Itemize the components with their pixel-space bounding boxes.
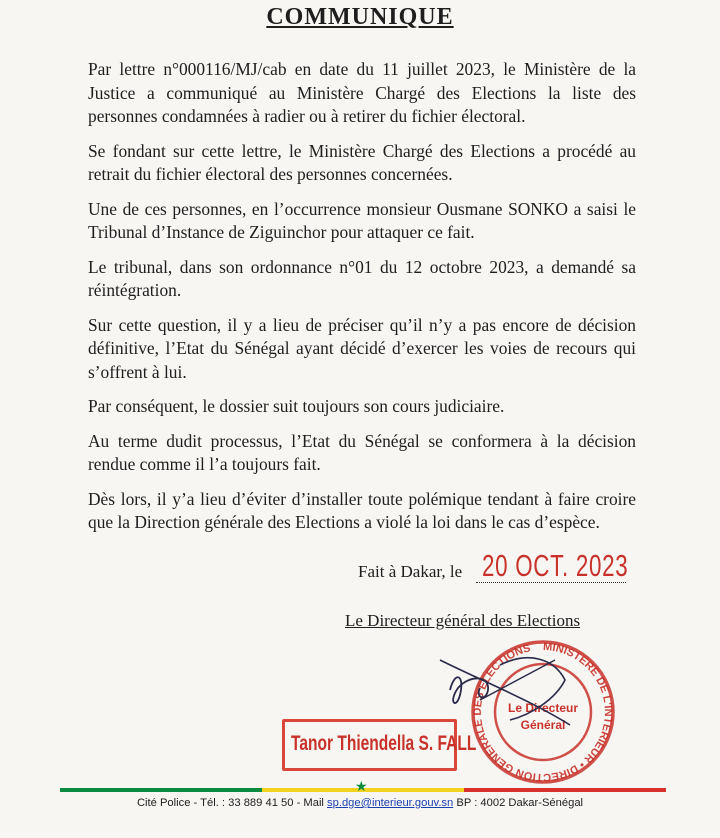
- footer-po-box: BP : 4002 Dakar-Sénégal: [453, 797, 584, 809]
- name-stamp: [282, 719, 477, 771]
- handwritten-signature: [380, 640, 580, 730]
- footer-contact: [0, 797, 720, 809]
- place-label: Fait à Dakar, le: [358, 562, 463, 581]
- paragraph: Par lettre n°000116/MJ/cab en date du 11 juillet 2023, le Ministère de la Justice a communiqué au Ministère Chargé des Elections la liste des personnes condamnées à radier ou à retirer du fichier électoral.: [88, 59, 636, 126]
- footer-email-link[interactable]: sp.dge@interieur.gouv.sn: [327, 797, 454, 809]
- paragraph: Le tribunal, dans son ordonnance n°01 du 12 octobre 2023, a demandé sa réintégration.: [88, 256, 636, 300]
- paragraph: Par conséquent, le dossier suit toujours son cours judiciaire.: [88, 396, 505, 416]
- name-stamp-text: Tanor Thiendella S. FALL: [291, 732, 477, 755]
- svg-text:MINISTERE DE L'INTERIEUR • DIR: MINISTERE DE L'INTERIEUR • DIRECTION GENERALE DES ELECTIONS: [471, 640, 614, 784]
- date-stamp: 20 OCT. 2023: [482, 548, 629, 583]
- flag-green-band: [60, 788, 262, 792]
- paragraph: Se fondant sur cette lettre, le Ministère Chargé des Elections a procédé au retrait du fichier électoral des personnes concernées.: [88, 140, 636, 184]
- paragraph: Sur cette question, il y a lieu de préciser qu’il n’y a pas encore de décision définitive, l’Etat du Sénégal ayant décidé d’exercer les voies de recours qui s’offrent à lui.: [88, 314, 636, 382]
- paragraph: Dès lors, il y’a lieu d’éviter d’installer toute polémique tendant à faire croire que la Direction générale des Elections a violé la loi dans le cas d’espèce.: [88, 488, 636, 532]
- signatory-title: Le Directeur général des Elections: [345, 611, 581, 630]
- svg-text:Le Directeur: Le Directeur: [507, 701, 579, 715]
- star-icon: ★: [355, 780, 368, 795]
- svg-text:Général: Général: [520, 718, 566, 732]
- paragraph: Une de ces personnes, en l’occurrence monsieur Ousmane SONKO a saisi le Tribunal d’Instance de Ziguinchor pour attaquer ce fait.: [88, 198, 636, 242]
- page-title: COMMUNIQUE: [266, 4, 454, 30]
- flag-red-band: [464, 788, 666, 792]
- footer-address: Cité Police - Tél. : 33 889 41 50 - Mail: [136, 797, 328, 809]
- communique-body: [88, 58, 636, 546]
- paragraph: Au terme dudit processus, l’Etat du Sénégal se conformera à la décision rendue comme il l’a toujours fait.: [88, 430, 636, 474]
